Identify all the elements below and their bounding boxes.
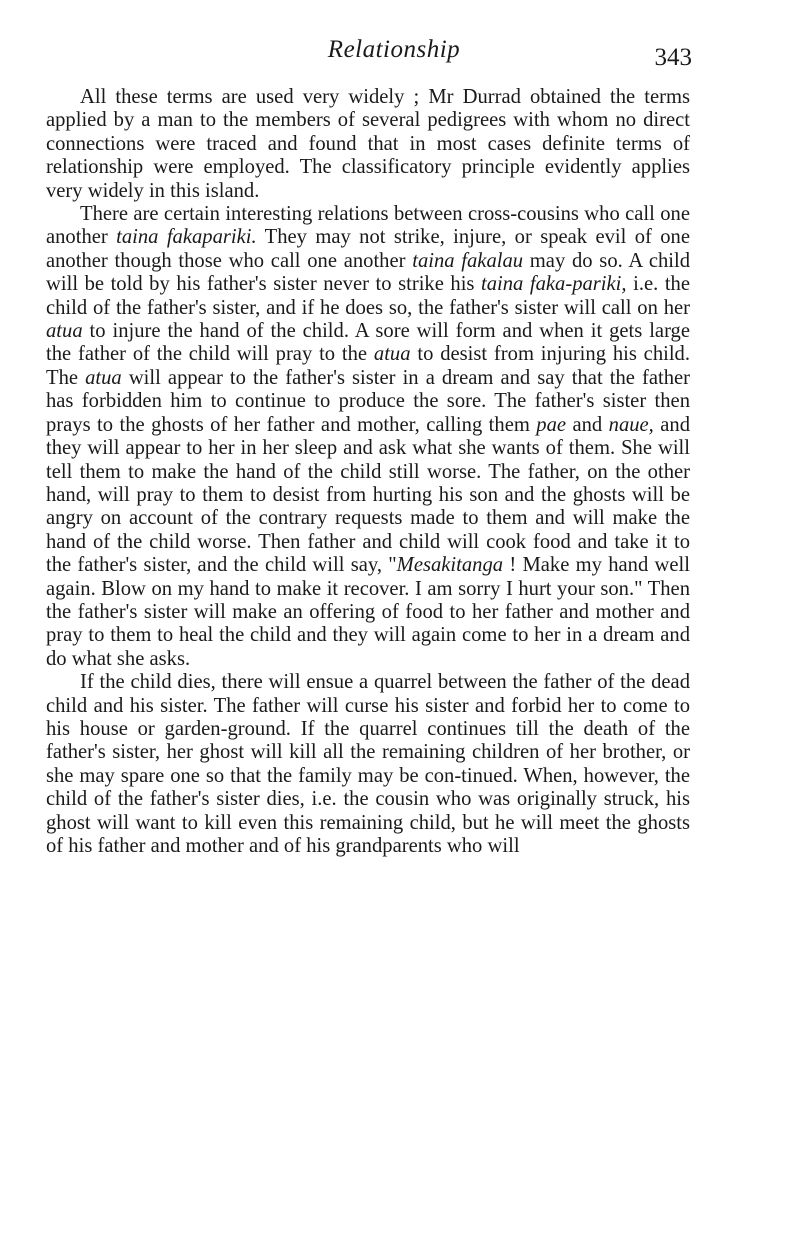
text-run: ! Make my hand well again. Blow on my hand to make it recover. I am sorry I hurt your son." Then the father's sister will make an offering of food to her father and mother and pray to them to heal the child and they will again come to her in a dream and do what she asks. xyxy=(46,554,690,670)
paragraph xyxy=(46,671,690,858)
text-run: to desist from injuring his child. The xyxy=(46,343,691,389)
text-run: and xyxy=(566,413,609,436)
italic-term: taina fakapariki. xyxy=(116,226,257,249)
text-run: They may not strike, injure, or speak evil of one another though those who call one another xyxy=(46,226,690,272)
text-run: There are certain interesting relations between cross-cousins who call one another xyxy=(46,203,690,249)
text-run: i.e. the child of the father's sister, and if he does so, the father's sister will call on her xyxy=(46,273,690,319)
paragraph xyxy=(46,86,690,203)
text-run: If the child dies, there will ensue a quarrel between the father of the dead child and his sister. The father will curse his sister and forbid her to come to his house or garden-ground. If the quarrel continues till the death of the father's sister, her ghost will kill all the remaining children of her brother, or she may spare one so that the family may be con-tinued. When, however, the child of the father's sister dies, i.e. the cousin who was originally struck, his ghost will want to kill even this remaining child, but he will meet the ghosts of his father and mother and of his grandparents who will xyxy=(46,671,690,857)
italic-term: naue, xyxy=(608,413,654,436)
text-run: may do so. A child will be told by his father's sister never to strike his xyxy=(46,249,690,296)
italic-term: atua xyxy=(46,320,83,343)
italic-term: Mesakitanga xyxy=(396,554,504,577)
page-number: 343 xyxy=(654,44,692,71)
paragraph xyxy=(46,203,690,671)
italic-term: atua xyxy=(85,366,122,389)
text-run: All these terms are used very widely ; Mr Durrad obtained the terms applied by a man to the members of several pedigrees with whom no direct connections were traced and found that in most cases definite terms of relationship were employed. The classificatory principle evidently applies very widely in this island. xyxy=(46,86,690,202)
italic-term: pae xyxy=(536,413,567,436)
italic-term: taina faka-pariki, xyxy=(481,273,627,296)
text-run: and they will appear to her in her sleep and ask what she wants of them. She will tell them to make the hand of the child still worse. The father, on the other hand, will pray to them to desist from hurting his son and the ghosts will be angry on account of the contrary requests made to them and will make the hand of the child worse. Then father and child will cook food and take it to the father's sister, and the child will say, " xyxy=(46,413,690,577)
italic-term: taina fakalau xyxy=(412,249,524,272)
italic-term: atua xyxy=(373,343,411,366)
running-title: Relationship xyxy=(327,36,461,63)
running-head xyxy=(0,36,788,76)
body-text xyxy=(46,86,690,858)
text-run: to injure the hand of the child. A sore will form and when it gets large the father of the child will pray to the xyxy=(46,320,690,366)
text-run: will appear to the father's sister in a dream and say that the father has forbidden him to continue to produce the sore. The father's sister then prays to the ghosts of her father and mother, calling them xyxy=(46,366,691,436)
